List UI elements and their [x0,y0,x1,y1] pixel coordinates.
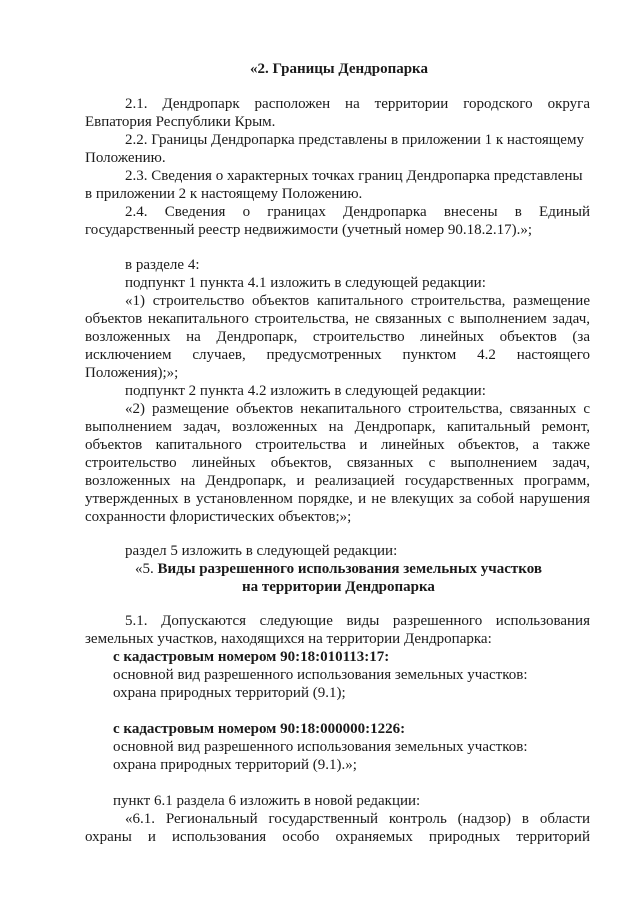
paragraph-2-4-line-1: 2.4. Сведения о границах Дендропарка внесены в Единый [125,204,590,220]
paragraph-2-2-line-1: 2.2. Границы Дендропарка представлены в приложении 1 к настоящему [125,132,584,148]
quote-2-line-5: возложенных на Дендропарк, и реализацией государственных программ, [85,473,590,489]
section-5-heading-line-1 [135,560,542,578]
section-5-intro: раздел 5 изложить в следующей редакции: [125,543,398,559]
cadastral-2-use-label: основной вид разрешенного использования земельных участков: [113,739,528,755]
paragraph-5-1-line-2: земельных участков, находящихся на территории Дендропарка: [85,631,492,647]
quote-2-line-6: утвержденных в установленном порядке, и не влекущих за собой нарушения [85,491,590,507]
cadastral-number-1: с кадастровым номером 90:18:010113:17: [113,649,390,665]
paragraph-2-1-line-1: 2.1. Дендропарк расположен на территории городского округа [125,96,590,112]
cadastral-1-use-value: охрана природных территорий (9.1); [113,685,346,701]
section-2-heading: «2. Границы Дендропарка [250,61,428,77]
paragraph-2-3-line-2: в приложении 2 к настоящему Положению. [85,186,363,202]
cadastral-2-use-value: охрана природных территорий (9.1).»; [113,757,357,773]
paragraph-6-1-line-1: «6.1. Региональный государственный контроль (надзор) в области [125,811,590,827]
quote-2-line-3: объектов капитального строительства и линейных объектов, а также [85,437,590,453]
quote-1-line-4: исключением случаев, предусмотренных пунктом 4.2 настоящего [85,347,590,363]
quote-2-line-2: выполнением задач, возложенных на Дендропарк, капитальный ремонт, [85,419,590,435]
paragraph-2-1-line-2: Евпатория Республики Крым. [85,114,276,130]
paragraph-5-1-line-1: 5.1. Допускаются следующие виды разрешенного использования [125,613,590,629]
section-5-heading-title: Виды разрешенного использования земельных участков [157,561,542,577]
paragraph-2-3-line-1: 2.3. Сведения о характерных точках границ Дендропарка представлены [125,168,583,184]
paragraph-2-2-line-2: Положению. [85,150,166,166]
quote-1-line-5: Положения);»; [85,365,179,381]
quote-2-line-1: «2) размещение объектов некапитального строительства, связанных с [125,401,590,417]
paragraph-6-1-line-2: охраны и использования особо охраняемых природных территорий [85,829,590,845]
quote-2-line-4: строительство линейных объектов, связанных с выполнением задач, [85,455,590,471]
cadastral-1-use-label: основной вид разрешенного использования земельных участков: [113,667,528,683]
cadastral-number-2: с кадастровым номером 90:18:000000:1226: [113,721,406,737]
section-4-intro: в разделе 4: [125,257,200,273]
quote-1-line-1: «1) строительство объектов капитального строительства, размещение [125,293,590,309]
section-5-heading-prefix: «5. [135,561,158,577]
quote-2-line-7: сохранности флористических объектов;»; [85,509,352,525]
paragraph-2-4-line-2: государственный реестр недвижимости (учетный номер 90.18.2.17).»; [85,222,532,238]
quote-1-line-2: объектов некапитального строительства, не связанных с выполнением задач, [85,311,590,327]
section-6-intro: пункт 6.1 раздела 6 изложить в новой редакции: [113,793,421,809]
section-5-heading-line-2: на территории Дендропарка [242,579,435,595]
subpoint-2-instruction: подпункт 2 пункта 4.2 изложить в следующей редакции: [125,383,486,399]
subpoint-1-instruction: подпункт 1 пункта 4.1 изложить в следующей редакции: [125,275,486,291]
quote-1-line-3: возложенных на Дендропарк, строительство линейных объектов (за [85,329,590,345]
